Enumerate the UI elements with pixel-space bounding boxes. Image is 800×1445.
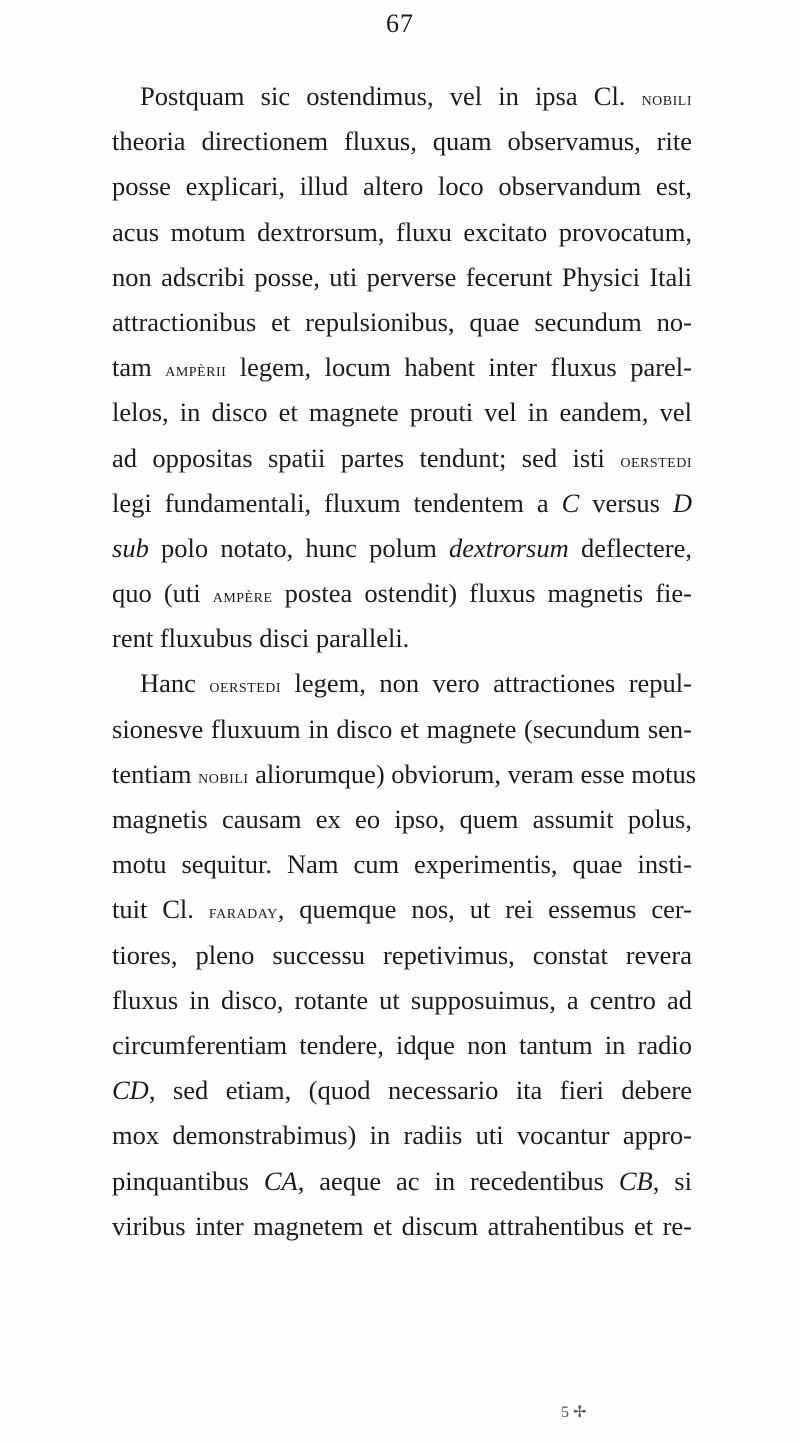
text-line — [112, 481, 692, 526]
text-segment: legem, non vero attractiones repul- — [281, 668, 692, 699]
text-segment: postea ostendit) fluxus magnetis fie- — [272, 578, 692, 609]
text-segment: , quemque nos, ut rei essemus cer- — [277, 894, 692, 925]
page-number: 67 — [386, 9, 414, 38]
author-name: oerstedi — [209, 675, 282, 698]
text-segment: tuit Cl. — [112, 894, 209, 925]
text-line: fluxus in disco, rotante ut supposuimus, a centro ad — [112, 984, 692, 1015]
symbol: C — [561, 487, 580, 518]
emphasis: dextrorsum — [449, 532, 569, 563]
text-line — [112, 661, 692, 706]
body-text — [112, 74, 697, 1249]
author-name: nobili — [641, 88, 692, 110]
text-segment: deflectere, — [568, 532, 693, 563]
symbol: D — [672, 487, 693, 518]
text-line — [112, 1159, 692, 1204]
text-line: non adscribi posse, uti perverse fecerunt Physici Itali — [112, 261, 692, 292]
text-segment: tentiam — [112, 758, 199, 789]
author-name: faraday — [208, 901, 278, 924]
text-line: mox demonstrabimus) in radiis uti vocantur appro- — [112, 1120, 692, 1151]
text-segment: polo notato, hunc polum — [148, 532, 450, 563]
signature-mark: 5 ✢ — [561, 1404, 587, 1421]
text-line: magnetis causam ex eo ipso, quem assumit polus, — [112, 804, 692, 834]
text-line: attractionibus et repulsionibus, quae secundum no- — [112, 306, 692, 337]
text-line: circumferentiam tendere, idque non tantum in radio — [112, 1029, 692, 1060]
text-segment: quo (uti — [112, 578, 213, 609]
text-segment: Postquam sic ostendimus, vel in ipsa Cl. — [140, 81, 642, 111]
text-segment: Hanc — [140, 668, 210, 699]
text-line — [112, 1068, 692, 1113]
text-line: viribus inter magnetem et discum attrahentibus et re- — [112, 1210, 692, 1241]
text-line — [112, 887, 692, 932]
text-line — [112, 752, 697, 797]
text-line: tiores, pleno successu repetivimus, constat revera — [112, 939, 692, 970]
text-segment: , aeque ac in recedentibus — [297, 1165, 619, 1196]
text-segment: pinquantibus — [112, 1165, 264, 1196]
text-line: lelos, in disco et magnete prouti vel in eandem, vel — [112, 397, 692, 428]
text-line — [112, 571, 692, 616]
text-line: rent fluxubus disci paralleli. — [112, 623, 410, 654]
emphasis: sub — [112, 532, 149, 563]
text-line: sionesve fluxuum in disco et magnete (secundum sen- — [112, 713, 692, 744]
text-segment: tam — [112, 352, 166, 383]
symbol: CB — [618, 1165, 653, 1196]
text-line — [112, 526, 692, 571]
text-line — [112, 345, 692, 390]
text-segment: legem, locum habent inter fluxus parel- — [226, 352, 692, 383]
text-line: theoria directionem fluxus, quam observamus, rite — [112, 126, 692, 157]
text-line: acus motum dextrorsum, fluxu excitato provocatum, — [112, 216, 692, 247]
text-segment: ad oppositas spatii partes tendunt; sed isti — [112, 442, 621, 473]
author-name: ampère — [212, 585, 273, 608]
author-name: oerstedi — [620, 449, 692, 472]
text-line — [112, 74, 692, 119]
text-line: posse explicari, illud altero loco observandum est, — [112, 171, 692, 202]
text-segment: aliorumque) obviorum, veram esse motus — [248, 758, 697, 789]
text-line: motu sequitur. Nam cum experimentis, quae insti- — [112, 849, 692, 880]
text-segment: versus — [579, 487, 673, 518]
text-segment: , sed etiam, (quod necessario ita fieri debere — [148, 1075, 692, 1106]
text-segment: , si — [652, 1165, 692, 1196]
text-line — [112, 436, 692, 481]
symbol: CA — [263, 1165, 298, 1196]
text-segment: legi fundamentali, fluxum tendentem a — [112, 487, 562, 518]
author-name: nobili — [198, 765, 249, 788]
symbol: CD — [112, 1075, 149, 1106]
author-name: ampèrii — [165, 359, 227, 382]
